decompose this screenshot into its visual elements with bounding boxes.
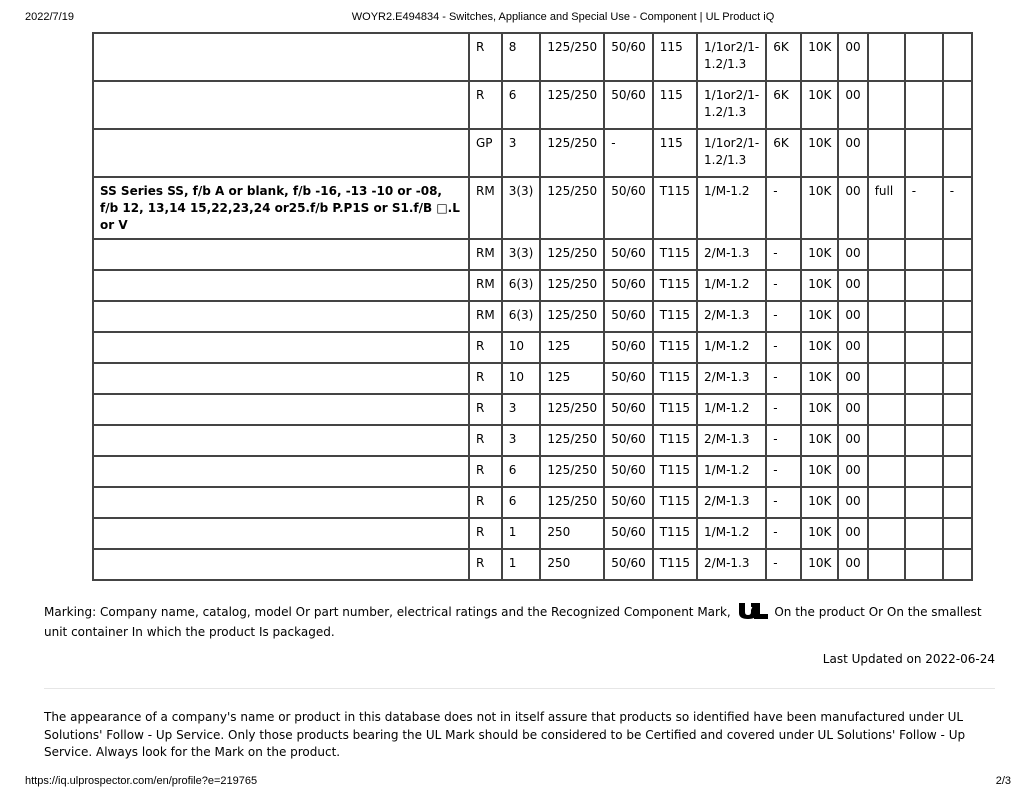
type-cell: R [469, 518, 502, 549]
code-cell: 00 [838, 394, 867, 425]
rating-6k-cell: - [766, 425, 801, 456]
hp-cell: 2/M-1.3 [697, 363, 766, 394]
product-name-cell [93, 549, 469, 580]
extra-cell-1 [868, 549, 905, 580]
extra-cell-2 [905, 394, 943, 425]
hz-cell: 50/60 [604, 456, 653, 487]
volts-cell: 250 [540, 518, 604, 549]
hp-cell: 2/M-1.3 [697, 239, 766, 270]
hp-cell: 1/M-1.2 [697, 332, 766, 363]
table-row [93, 270, 972, 301]
hp-cell: 1/M-1.2 [697, 456, 766, 487]
ratings-table [92, 32, 973, 581]
product-name-cell [93, 487, 469, 518]
extra-cell-3: - [943, 177, 972, 239]
amps-cell: 10 [502, 363, 541, 394]
extra-cell-1 [868, 394, 905, 425]
hz-cell: 50/60 [604, 394, 653, 425]
type-cell: R [469, 363, 502, 394]
extra-cell-3 [943, 456, 972, 487]
rating-10k-cell: 10K [801, 549, 838, 580]
product-name-cell [93, 301, 469, 332]
type-cell: R [469, 33, 502, 81]
rating-10k-cell: 10K [801, 332, 838, 363]
extra-cell-2 [905, 332, 943, 363]
product-name-cell [93, 81, 469, 129]
hz-cell: 50/60 [604, 363, 653, 394]
code-cell: 00 [838, 301, 867, 332]
hp-cell: 2/M-1.3 [697, 487, 766, 518]
temp-cell: T115 [653, 177, 697, 239]
table-row [93, 487, 972, 518]
temp-cell: T115 [653, 425, 697, 456]
extra-cell-3 [943, 239, 972, 270]
product-name-cell [93, 456, 469, 487]
code-cell: 00 [838, 456, 867, 487]
divider [44, 688, 995, 689]
code-cell: 00 [838, 332, 867, 363]
rating-6k-cell: - [766, 332, 801, 363]
extra-cell-3 [943, 394, 972, 425]
type-cell: GP [469, 129, 502, 177]
print-date: 2022/7/19 [25, 11, 74, 23]
temp-cell: T115 [653, 518, 697, 549]
product-name-cell [93, 332, 469, 363]
table-row [93, 301, 972, 332]
hz-cell: 50/60 [604, 332, 653, 363]
rating-10k-cell: 10K [801, 177, 838, 239]
rating-6k-cell: - [766, 549, 801, 580]
extra-cell-1 [868, 425, 905, 456]
type-cell: RM [469, 177, 502, 239]
product-name-cell [93, 425, 469, 456]
extra-cell-2 [905, 425, 943, 456]
product-name-cell [93, 270, 469, 301]
temp-cell: 115 [653, 81, 697, 129]
extra-cell-1 [868, 456, 905, 487]
extra-cell-1 [868, 33, 905, 81]
extra-cell-1 [868, 239, 905, 270]
rating-10k-cell: 10K [801, 239, 838, 270]
temp-cell: T115 [653, 270, 697, 301]
hp-cell: 1/1or2/1-1.2/1.3 [697, 129, 766, 177]
code-cell: 00 [838, 270, 867, 301]
amps-cell: 1 [502, 518, 541, 549]
marking-text-after: On the product Or On the smallest unit container In which the product Is packaged. [44, 605, 982, 639]
amps-cell: 6(3) [502, 301, 541, 332]
page-number: 2/3 [995, 775, 1011, 787]
extra-cell-1 [868, 270, 905, 301]
temp-cell: T115 [653, 394, 697, 425]
hz-cell: 50/60 [604, 301, 653, 332]
volts-cell: 125/250 [540, 301, 604, 332]
amps-cell: 6(3) [502, 270, 541, 301]
extra-cell-3 [943, 549, 972, 580]
temp-cell: 115 [653, 129, 697, 177]
rating-6k-cell: - [766, 239, 801, 270]
rating-10k-cell: 10K [801, 456, 838, 487]
print-footer [0, 775, 1034, 791]
rating-6k-cell: - [766, 270, 801, 301]
hz-cell: 50/60 [604, 177, 653, 239]
code-cell: 00 [838, 487, 867, 518]
type-cell: R [469, 549, 502, 580]
extra-cell-2 [905, 81, 943, 129]
hp-cell: 1/M-1.2 [697, 270, 766, 301]
product-name-cell [93, 129, 469, 177]
extra-cell-1 [868, 518, 905, 549]
volts-cell: 125/250 [540, 456, 604, 487]
extra-cell-1 [868, 81, 905, 129]
table-row [93, 177, 972, 239]
hz-cell: 50/60 [604, 425, 653, 456]
ul-recognized-mark-icon [737, 602, 769, 620]
table-row [93, 239, 972, 270]
code-cell: 00 [838, 518, 867, 549]
table-row [93, 33, 972, 81]
product-name-cell [93, 239, 469, 270]
extra-cell-3 [943, 81, 972, 129]
extra-cell-3 [943, 487, 972, 518]
rating-6k-cell: - [766, 487, 801, 518]
ratings-table-body [93, 33, 972, 580]
type-cell: R [469, 332, 502, 363]
code-cell: 00 [838, 177, 867, 239]
volts-cell: 125 [540, 363, 604, 394]
volts-cell: 125/250 [540, 239, 604, 270]
amps-cell: 3 [502, 425, 541, 456]
hz-cell: - [604, 129, 653, 177]
extra-cell-1 [868, 129, 905, 177]
hp-cell: 2/M-1.3 [697, 549, 766, 580]
table-row [93, 456, 972, 487]
extra-cell-3 [943, 518, 972, 549]
disclaimer-text: The appearance of a company's name or product in this database does not in itself assure that products so identified have been manufactured under UL Solutions' Follow - Up Service. Only those products bearing the UL Mark should be considered to be Certified and covered under UL Solutions' Follow - Up Service. Always look for the Mark on the product. [44, 710, 966, 759]
rating-6k-cell: - [766, 301, 801, 332]
rating-6k-cell: 6K [766, 81, 801, 129]
extra-cell-2 [905, 270, 943, 301]
volts-cell: 125/250 [540, 81, 604, 129]
type-cell: R [469, 425, 502, 456]
hz-cell: 50/60 [604, 487, 653, 518]
rating-10k-cell: 10K [801, 270, 838, 301]
extra-cell-2 [905, 518, 943, 549]
amps-cell: 6 [502, 456, 541, 487]
code-cell: 00 [838, 33, 867, 81]
product-name-cell: SS Series SS, f/b A or blank, f/b -16, -13 -10 or -08, f/b 12, 13,14 15,22,23,24 or25.f/b P.P1S or S1.f/B □.L or V [93, 177, 469, 239]
print-header [0, 9, 1034, 25]
print-url: https://iq.ulprospector.com/en/profile?e=219765 [25, 775, 258, 787]
hp-cell: 1/1or2/1-1.2/1.3 [697, 33, 766, 81]
code-cell: 00 [838, 425, 867, 456]
code-cell: 00 [838, 549, 867, 580]
hp-cell: 2/M-1.3 [697, 301, 766, 332]
extra-cell-1: full [868, 177, 905, 239]
rating-10k-cell: 10K [801, 301, 838, 332]
extra-cell-1 [868, 487, 905, 518]
rating-6k-cell: 6K [766, 33, 801, 81]
extra-cell-3 [943, 425, 972, 456]
volts-cell: 250 [540, 549, 604, 580]
rating-10k-cell: 10K [801, 33, 838, 81]
marking-text [44, 602, 999, 642]
product-name-cell [93, 518, 469, 549]
hp-cell: 1/1or2/1-1.2/1.3 [697, 81, 766, 129]
hz-cell: 50/60 [604, 518, 653, 549]
product-name-cell [93, 33, 469, 81]
extra-cell-1 [868, 301, 905, 332]
extra-cell-2 [905, 301, 943, 332]
temp-cell: T115 [653, 456, 697, 487]
print-page-title: WOYR2.E494834 - Switches, Appliance and Special Use - Component | UL Product iQ [351, 11, 775, 23]
hz-cell: 50/60 [604, 549, 653, 580]
hz-cell: 50/60 [604, 270, 653, 301]
hz-cell: 50/60 [604, 239, 653, 270]
extra-cell-2 [905, 363, 943, 394]
volts-cell: 125/250 [540, 270, 604, 301]
extra-cell-2 [905, 456, 943, 487]
hz-cell: 50/60 [604, 81, 653, 129]
product-name-cell [93, 363, 469, 394]
rating-10k-cell: 10K [801, 518, 838, 549]
table-row [93, 425, 972, 456]
volts-cell: 125 [540, 332, 604, 363]
extra-cell-1 [868, 332, 905, 363]
code-cell: 00 [838, 129, 867, 177]
type-cell: R [469, 456, 502, 487]
rating-10k-cell: 10K [801, 425, 838, 456]
rating-6k-cell: - [766, 518, 801, 549]
last-updated: Last Updated on 2022-06-24 [822, 652, 995, 666]
volts-cell: 125/250 [540, 129, 604, 177]
type-cell: R [469, 81, 502, 129]
type-cell: R [469, 394, 502, 425]
rating-10k-cell: 10K [801, 363, 838, 394]
hp-cell: 2/M-1.3 [697, 425, 766, 456]
product-name-cell [93, 394, 469, 425]
temp-cell: T115 [653, 239, 697, 270]
extra-cell-2: - [905, 177, 943, 239]
volts-cell: 125/250 [540, 394, 604, 425]
table-row [93, 549, 972, 580]
extra-cell-2 [905, 129, 943, 177]
table-row [93, 332, 972, 363]
amps-cell: 3(3) [502, 177, 541, 239]
temp-cell: T115 [653, 363, 697, 394]
volts-cell: 125/250 [540, 177, 604, 239]
amps-cell: 3 [502, 394, 541, 425]
hp-cell: 1/M-1.2 [697, 394, 766, 425]
extra-cell-3 [943, 332, 972, 363]
extra-cell-3 [943, 363, 972, 394]
rating-6k-cell: - [766, 456, 801, 487]
type-cell: RM [469, 270, 502, 301]
rating-10k-cell: 10K [801, 129, 838, 177]
type-cell: RM [469, 301, 502, 332]
code-cell: 00 [838, 363, 867, 394]
amps-cell: 1 [502, 549, 541, 580]
table-row [93, 394, 972, 425]
rating-6k-cell: - [766, 363, 801, 394]
amps-cell: 3 [502, 129, 541, 177]
extra-cell-2 [905, 549, 943, 580]
amps-cell: 3(3) [502, 239, 541, 270]
amps-cell: 8 [502, 33, 541, 81]
rating-10k-cell: 10K [801, 394, 838, 425]
code-cell: 00 [838, 81, 867, 129]
volts-cell: 125/250 [540, 425, 604, 456]
table-row [93, 518, 972, 549]
temp-cell: T115 [653, 487, 697, 518]
extra-cell-1 [868, 363, 905, 394]
volts-cell: 125/250 [540, 487, 604, 518]
volts-cell: 125/250 [540, 33, 604, 81]
marking-text-before: Marking: Company name, catalog, model Or part number, electrical ratings and the Recognized Component Mark, [44, 605, 735, 619]
extra-cell-3 [943, 129, 972, 177]
rating-6k-cell: - [766, 394, 801, 425]
temp-cell: T115 [653, 301, 697, 332]
amps-cell: 10 [502, 332, 541, 363]
code-cell: 00 [838, 239, 867, 270]
hz-cell: 50/60 [604, 33, 653, 81]
hp-cell: 1/M-1.2 [697, 518, 766, 549]
extra-cell-3 [943, 270, 972, 301]
type-cell: RM [469, 239, 502, 270]
table-row [93, 363, 972, 394]
extra-cell-3 [943, 301, 972, 332]
extra-cell-2 [905, 239, 943, 270]
rating-6k-cell: 6K [766, 129, 801, 177]
type-cell: R [469, 487, 502, 518]
table-row [93, 81, 972, 129]
rating-10k-cell: 10K [801, 487, 838, 518]
temp-cell: T115 [653, 332, 697, 363]
hp-cell: 1/M-1.2 [697, 177, 766, 239]
rating-6k-cell: - [766, 177, 801, 239]
table-row [93, 129, 972, 177]
amps-cell: 6 [502, 487, 541, 518]
rating-10k-cell: 10K [801, 81, 838, 129]
extra-cell-2 [905, 487, 943, 518]
temp-cell: T115 [653, 549, 697, 580]
amps-cell: 6 [502, 81, 541, 129]
extra-cell-3 [943, 33, 972, 81]
extra-cell-2 [905, 33, 943, 81]
temp-cell: 115 [653, 33, 697, 81]
